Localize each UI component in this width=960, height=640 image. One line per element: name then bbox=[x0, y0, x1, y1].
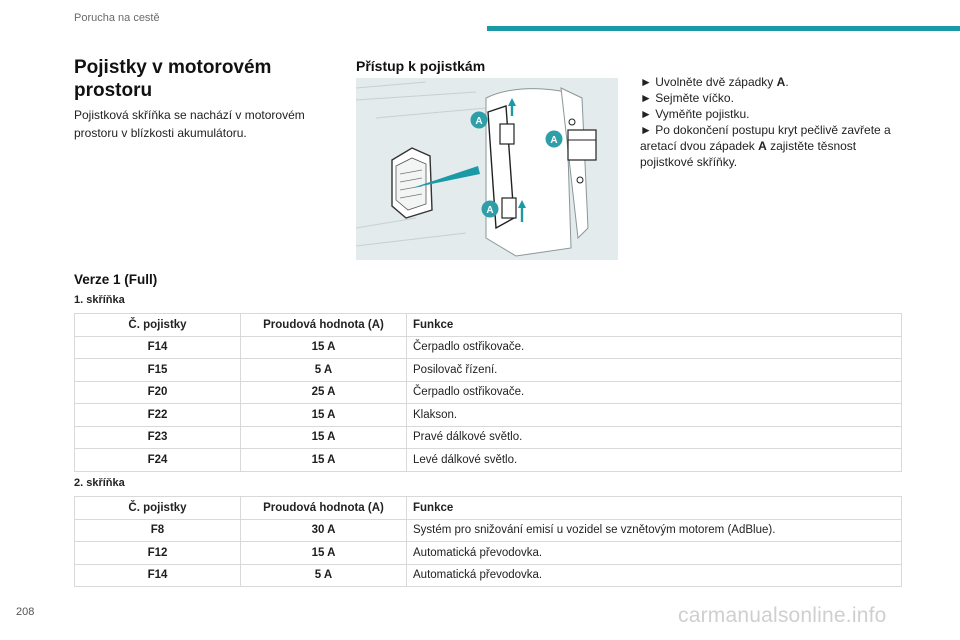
access-steps bbox=[640, 74, 900, 170]
table-row: F23 15 A Pravé dálkové světlo. bbox=[75, 426, 902, 449]
fuse-box-outline bbox=[392, 148, 432, 218]
table-row: F15 5 A Posilovač řízení. bbox=[75, 359, 902, 382]
access-title: Přístup k pojistkám bbox=[356, 58, 486, 74]
version-title: Verze 1 (Full) bbox=[74, 272, 158, 287]
svg-text:A: A bbox=[550, 135, 558, 146]
table-row: F20 25 A Čerpadlo ostřikovače. bbox=[75, 381, 902, 404]
col-function-header: Funkce bbox=[407, 497, 902, 520]
step-1: ► Uvolněte dvě západky A. bbox=[640, 75, 789, 89]
col-fuse-header: Č. pojistky bbox=[75, 497, 241, 520]
fuse-table-box2 bbox=[74, 496, 902, 587]
table-row: F8 30 A Systém pro snižování emisí u vozidel se vznětovým motorem (AdBlue). bbox=[75, 519, 902, 542]
col-current-header: Proudová hodnota (A) bbox=[241, 497, 407, 520]
table-row: F14 15 A Čerpadlo ostřikovače. bbox=[75, 336, 902, 359]
table-row: F24 15 A Levé dálkové světlo. bbox=[75, 449, 902, 472]
col-fuse-header: Č. pojistky bbox=[75, 314, 241, 337]
callout-a-2 bbox=[546, 131, 563, 148]
header-accent-bar bbox=[487, 26, 960, 31]
table-header-row bbox=[75, 497, 902, 520]
section-title: Pojistky v motorovém prostoru bbox=[74, 57, 272, 101]
intro-paragraph: Pojistková skříňka se nachází v motorovém prostoru v blízkosti akumulátoru. bbox=[74, 108, 305, 140]
col-current-header: Proudová hodnota (A) bbox=[241, 314, 407, 337]
fuse-box-illustration bbox=[356, 78, 618, 260]
step-3: ► Vyměňte pojistku. bbox=[640, 107, 750, 121]
step-4: ► Po dokončení postupu kryt pečlivě zavřete a aretací dvou západek A zajistěte těsnost pojistkové skříňky. bbox=[640, 123, 891, 169]
table-header-row bbox=[75, 314, 902, 337]
watermark: carmanualsonline.info bbox=[678, 604, 887, 627]
callout-a-1 bbox=[471, 112, 488, 129]
running-header: Porucha na cestě bbox=[74, 12, 160, 24]
table-row: F14 5 A Automatická převodovka. bbox=[75, 564, 902, 587]
box1-label: 1. skříňka bbox=[74, 294, 125, 306]
svg-text:A: A bbox=[475, 116, 483, 127]
box2-label: 2. skříňka bbox=[74, 477, 125, 489]
page-number: 208 bbox=[16, 606, 35, 618]
callout-a-3 bbox=[482, 201, 499, 218]
fuse-table-box1 bbox=[74, 313, 902, 472]
table-row: F12 15 A Automatická převodovka. bbox=[75, 542, 902, 565]
step-2: ► Sejměte víčko. bbox=[640, 91, 734, 105]
table-row: F22 15 A Klakson. bbox=[75, 404, 902, 427]
svg-text:A: A bbox=[486, 205, 494, 216]
col-function-header: Funkce bbox=[407, 314, 902, 337]
